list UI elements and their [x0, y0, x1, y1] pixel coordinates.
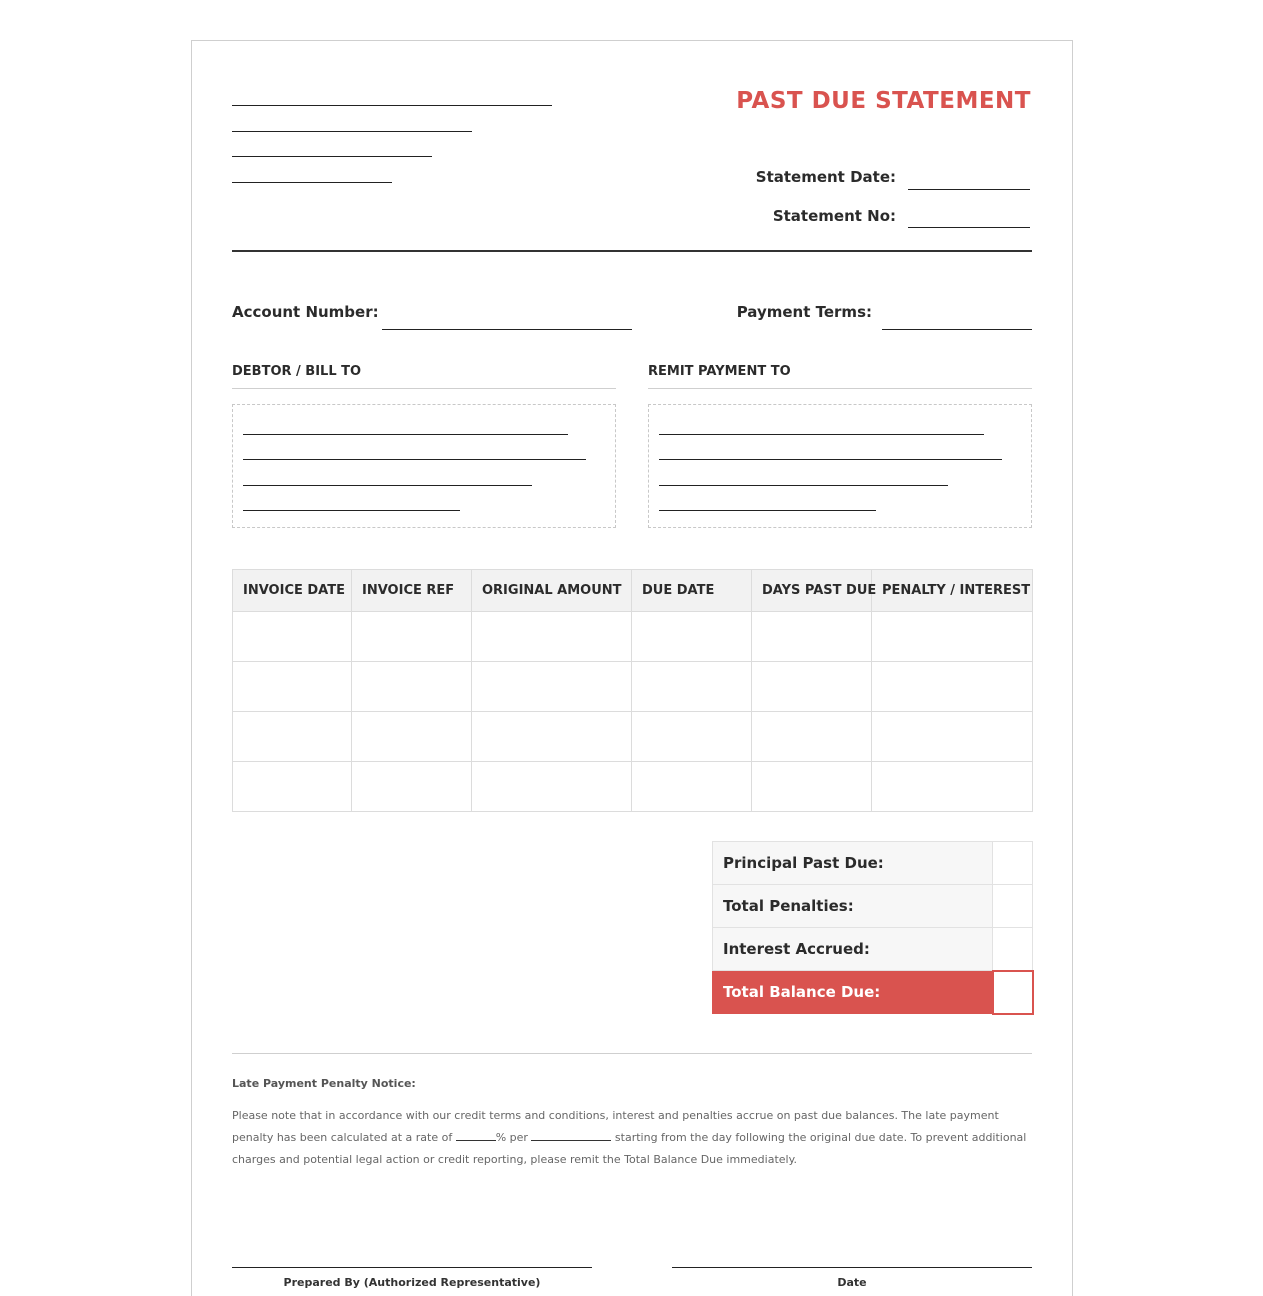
- notice-heading: Late Payment Penalty Notice:: [232, 1077, 416, 1090]
- totals-table: [712, 841, 1034, 1015]
- payment-terms-label: Payment Terms:: [736, 303, 872, 321]
- debtor-line-1[interactable]: [243, 434, 568, 435]
- table-cell[interactable]: [352, 712, 472, 762]
- table-cell[interactable]: [632, 712, 752, 762]
- col-invoice-ref: INVOICE REF: [352, 570, 472, 612]
- header-divider: [232, 250, 1032, 252]
- remit-line-4[interactable]: [659, 510, 876, 511]
- col-days-past-due: DAYS PAST DUE: [752, 570, 872, 612]
- totals-row-interest: [713, 928, 1033, 971]
- company-line-1[interactable]: [232, 105, 552, 106]
- remit-address-box: [648, 404, 1032, 528]
- table-cell[interactable]: [872, 662, 1033, 712]
- table-cell[interactable]: [752, 612, 872, 662]
- notice-text-1: Please note that in accordance with our credit terms and conditions, interest and penalties accrue on past due balances. The late payment penalty has been calculated at a rate of: [232, 1109, 999, 1144]
- remit-line-1[interactable]: [659, 434, 984, 435]
- remit-line-2[interactable]: [659, 459, 1002, 460]
- prepared-by-line[interactable]: [232, 1267, 592, 1268]
- notice-divider: [232, 1053, 1032, 1054]
- account-number-field[interactable]: [382, 329, 632, 330]
- table-cell[interactable]: [472, 762, 632, 812]
- remit-heading: REMIT PAYMENT TO: [648, 364, 791, 379]
- debtor-line-2[interactable]: [243, 459, 586, 460]
- table-cell[interactable]: [233, 762, 352, 812]
- table-row: [233, 762, 1033, 812]
- prepared-by-label: Prepared By (Authorized Representative): [283, 1276, 541, 1289]
- account-number-label: Account Number:: [232, 303, 379, 321]
- table-cell[interactable]: [752, 662, 872, 712]
- col-original-amount: ORIGINAL AMOUNT: [472, 570, 632, 612]
- col-due-date: DUE DATE: [632, 570, 752, 612]
- penalties-value[interactable]: [993, 885, 1033, 928]
- col-invoice-date: INVOICE DATE: [233, 570, 352, 612]
- table-cell[interactable]: [752, 762, 872, 812]
- table-cell[interactable]: [632, 662, 752, 712]
- company-line-3[interactable]: [232, 156, 432, 157]
- table-cell[interactable]: [233, 612, 352, 662]
- penalty-period-field[interactable]: [531, 1129, 611, 1141]
- invoice-header-row: [233, 570, 1033, 612]
- balance-value[interactable]: [993, 971, 1033, 1014]
- statement-no-label: Statement No:: [772, 207, 896, 225]
- totals-row-balance: [713, 971, 1033, 1014]
- table-cell[interactable]: [472, 662, 632, 712]
- penalties-label: Total Penalties:: [713, 885, 993, 928]
- company-line-4[interactable]: [232, 182, 392, 183]
- document-title: PAST DUE STATEMENT: [736, 88, 1031, 114]
- payment-terms-field[interactable]: [882, 329, 1032, 330]
- table-cell[interactable]: [352, 662, 472, 712]
- interest-value[interactable]: [993, 928, 1033, 971]
- debtor-address-box: [232, 404, 616, 528]
- remit-rule: [648, 388, 1032, 389]
- table-row: [233, 662, 1033, 712]
- invoice-table: [232, 569, 1033, 812]
- notice-text-2: % per: [495, 1131, 532, 1144]
- totals-row-penalties: [713, 885, 1033, 928]
- table-cell[interactable]: [752, 712, 872, 762]
- table-cell[interactable]: [233, 662, 352, 712]
- penalty-rate-field[interactable]: [456, 1129, 496, 1141]
- remit-line-3[interactable]: [659, 485, 948, 486]
- notice-text-3: starting from the day following the original due date. To prevent additional charges and potential legal action or credit reporting, please remit the Total Balance Due immediately.: [232, 1131, 1027, 1166]
- table-cell[interactable]: [872, 712, 1033, 762]
- debtor-line-4[interactable]: [243, 510, 460, 511]
- col-penalty-interest: PENALTY / INTEREST: [872, 570, 1033, 612]
- notice-text: [232, 1105, 1032, 1171]
- debtor-line-3[interactable]: [243, 485, 532, 486]
- statement-sheet: [191, 40, 1073, 1296]
- table-cell[interactable]: [632, 762, 752, 812]
- debtor-rule: [232, 388, 616, 389]
- date-label: Date: [837, 1276, 867, 1289]
- table-row: [233, 712, 1033, 762]
- table-cell[interactable]: [352, 612, 472, 662]
- debtor-heading: DEBTOR / BILL TO: [232, 364, 362, 379]
- table-cell[interactable]: [233, 712, 352, 762]
- table-cell[interactable]: [872, 762, 1033, 812]
- company-line-2[interactable]: [232, 131, 472, 132]
- table-cell[interactable]: [352, 762, 472, 812]
- table-cell[interactable]: [472, 712, 632, 762]
- statement-date-label: Statement Date:: [755, 168, 896, 186]
- principal-value[interactable]: [993, 842, 1033, 885]
- balance-label: Total Balance Due:: [713, 971, 993, 1014]
- table-row: [233, 612, 1033, 662]
- principal-label: Principal Past Due:: [713, 842, 993, 885]
- table-cell[interactable]: [472, 612, 632, 662]
- statement-date-field[interactable]: [908, 189, 1030, 190]
- table-cell[interactable]: [872, 612, 1033, 662]
- statement-no-field[interactable]: [908, 227, 1030, 228]
- interest-label: Interest Accrued:: [713, 928, 993, 971]
- date-line[interactable]: [672, 1267, 1032, 1268]
- table-cell[interactable]: [632, 612, 752, 662]
- totals-row-principal: [713, 842, 1033, 885]
